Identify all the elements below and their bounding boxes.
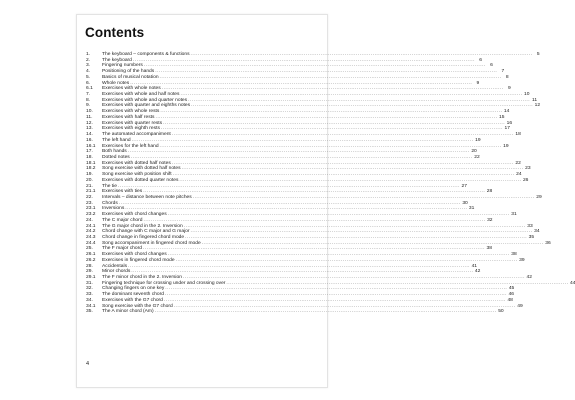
toc-entry-number: 24.4	[86, 240, 96, 246]
toc-entry-page: 41	[471, 263, 478, 269]
toc-entry-page: 35	[528, 235, 535, 240]
toc-entry-title: Exercises with whole and quarter notes	[102, 97, 188, 103]
toc-entry-number: 6.	[86, 80, 91, 86]
toc-entry-page: 20	[471, 149, 477, 155]
toc-entry-page: 30	[462, 200, 468, 206]
toc-entry-number: 26.1	[86, 252, 96, 258]
toc-entry-number: 24.3	[86, 235, 96, 240]
toc-entry-number: 29.	[86, 269, 93, 275]
toc-entry-number: 10.	[86, 109, 93, 115]
toc-entry-title: Changing fingers on one key	[102, 286, 165, 292]
toc-entry-number: 34.	[86, 297, 93, 303]
toc-entry-number: 28.	[86, 263, 93, 269]
toc-entry-page: 6	[490, 63, 493, 69]
toc-entry-page: 6	[479, 57, 482, 63]
toc-entry-number: 3.	[86, 63, 91, 69]
table-of-contents	[86, 52, 575, 315]
page-title: Contents	[85, 25, 145, 40]
toc-entry-number: 1.	[86, 52, 91, 57]
toc-entry-page: 32	[487, 217, 493, 223]
toc-entry-title: The G major chord in the 2. Inversion	[102, 223, 183, 229]
toc-entry-title: Exercises with whole notes	[102, 86, 161, 92]
toc-entry-number: 29.1	[86, 275, 96, 281]
toc-entry-page: 48	[507, 297, 513, 303]
toc-entry-title: Chord change in fingered chord mode	[102, 235, 185, 240]
toc-entry-page: 49	[517, 303, 523, 309]
toc-entry-page: 23	[525, 166, 531, 172]
toc-entry-page: 16	[506, 120, 513, 126]
toc-entry-title: Positioning of the hands	[102, 69, 155, 75]
toc-entry-page: 22	[474, 154, 480, 160]
toc-entry-number: 18.1	[86, 160, 96, 166]
toc-entry-number: 25.	[86, 246, 93, 252]
toc-entry-title: Basics of musical notation	[102, 74, 159, 80]
toc-entry	[86, 309, 504, 315]
toc-entry-title: Song exercise with position shift	[102, 172, 172, 178]
toc-entry-title: The F major chord	[102, 246, 142, 252]
toc-entry-title: Exercises with whole rests	[102, 109, 160, 115]
toc-entry-number: 24.	[86, 217, 93, 223]
toc-entry-page: 36	[545, 240, 551, 246]
toc-entry-number: 23.1	[86, 206, 96, 212]
toc-entry-title: Inversions	[102, 206, 125, 212]
toc-entry-number: 13.	[86, 126, 93, 132]
toc-entry-title: Intervals – distance between note pitches	[102, 194, 192, 200]
toc-entry-page: 42	[474, 269, 481, 275]
toc-entry-number: 21.1	[86, 189, 96, 195]
toc-entry-page: 42	[526, 275, 532, 281]
toc-entry-title: Exercises with quarter and eighths notes	[102, 103, 191, 109]
toc-entry-title: The dominant seventh chord	[102, 292, 164, 298]
toc-entry-number: 31.	[86, 280, 93, 286]
toc-entry-number: 12.	[86, 120, 93, 126]
toc-entry-number: 18.2	[86, 166, 96, 172]
toc-entry-title: Song exercise with the G7 chord	[102, 303, 173, 309]
toc-entry-title: Exercises with eighth rests	[102, 126, 160, 132]
toc-entry-page: 34	[534, 229, 540, 235]
toc-entry-title: Song accompaniment in fingered chord mode	[102, 240, 201, 246]
toc-entry-title: Fingering numbers	[102, 63, 143, 69]
toc-dot-leader	[154, 309, 498, 315]
toc-entry-page: 8	[505, 74, 509, 80]
toc-entry-number: 11.	[86, 114, 93, 120]
toc-entry-page: 44	[569, 280, 575, 286]
toc-entry-page: 28	[486, 189, 493, 195]
toc-entry-number: 34.1	[86, 303, 96, 309]
toc-entry-title: The C major chord	[102, 217, 143, 223]
document-page	[76, 14, 575, 388]
toc-entry-title: The keyboard – components & functions	[102, 52, 190, 57]
toc-entry-title: The tie	[102, 183, 117, 189]
toc-entry-page: 45	[508, 286, 515, 292]
toc-entry-title: Exercises with quarter rests	[102, 120, 163, 126]
page-number: 4	[86, 361, 90, 367]
toc-entry-title: Exercises with whole and half notes	[102, 92, 180, 98]
toc-entry-number: 24.1	[86, 223, 96, 229]
toc-entry-title: Whole notes	[102, 80, 130, 86]
toc-entry-title: Exercises with half rests	[102, 114, 155, 120]
toc-entry-title: Chords	[102, 200, 118, 206]
toc-entry-page: 5	[536, 52, 540, 57]
toc-entry-page: 24	[516, 172, 522, 178]
toc-entry-page: 19	[503, 143, 509, 149]
toc-entry-page: 12	[534, 103, 541, 109]
toc-entry-number: 33.	[86, 292, 93, 298]
toc-entry-page: 26	[522, 177, 529, 183]
toc-entry-number: 26.2	[86, 257, 96, 263]
toc-entry-title: Exercises with ties	[102, 189, 143, 195]
toc-entry-title: Both hands	[102, 149, 127, 155]
toc-entry-number: 24.2	[86, 229, 96, 235]
toc-entry-number: 9.	[86, 103, 91, 109]
toc-entry-page: 15	[499, 114, 505, 120]
toc-entry-title: Accidentals	[102, 263, 128, 269]
toc-entry-title: The keyboard	[102, 57, 132, 63]
toc-entry-title: Fingering technique for crossing under and crossing over	[102, 280, 226, 286]
toc-entry-page: 27	[461, 183, 467, 189]
toc-entry-title: Exercises with dotted quarter notes	[102, 177, 179, 183]
toc-entry-number: 4.	[86, 69, 91, 75]
toc-entry-number: 20.	[86, 177, 93, 183]
toc-entry-number: 23.2	[86, 212, 96, 218]
toc-entry-number: 2.	[86, 57, 91, 63]
toc-entry-number: 32.	[86, 286, 93, 292]
toc-entry-title: Exercises in fingered chord mode	[102, 257, 175, 263]
toc-entry-number: 19.	[86, 172, 93, 178]
toc-entry-page: 14	[503, 109, 510, 115]
toc-entry-page: 39	[519, 257, 525, 263]
toc-entry-number: 18.	[86, 154, 93, 160]
toc-entry-number: 16.1	[86, 143, 96, 149]
toc-entry-title: Exercises with dotted half notes	[102, 160, 171, 166]
toc-entry-title: Chord change with C major and G major	[102, 229, 190, 235]
toc-entry-number: 16.	[86, 137, 93, 143]
toc-entry-page: 18	[515, 132, 521, 138]
toc-entry-page: 29	[536, 194, 542, 200]
toc-entry-number: 22.	[86, 194, 93, 200]
toc-entry-page: 22	[515, 160, 521, 166]
toc-entry-title: Dotted notes	[102, 154, 130, 160]
toc-entry-page: 11	[532, 97, 538, 103]
toc-entry-title: The A minor chord (Am)	[102, 309, 154, 315]
toc-entry-page: 31	[511, 212, 517, 218]
toc-entry-number: 8.	[86, 97, 91, 103]
toc-entry-title: Exercises with chord changes	[102, 212, 167, 218]
toc-entry-number: 17.	[86, 149, 93, 155]
toc-entry-page: 38	[511, 252, 517, 258]
toc-entry-page: 9	[508, 86, 511, 92]
toc-entry-page: 7	[501, 69, 505, 75]
toc-entry-page: 31	[468, 206, 475, 212]
toc-entry-page: 50	[498, 309, 504, 315]
toc-entry-number: 23.	[86, 200, 93, 206]
toc-entry-title: Song exercise with dotted half notes	[102, 166, 181, 172]
toc-entry-page: 19	[475, 137, 481, 143]
toc-entry-page: 38	[486, 246, 492, 252]
toc-entry-number: 14.	[86, 132, 93, 138]
toc-entry-title: The automated accompaniment	[102, 132, 171, 138]
toc-entry-page: 10	[524, 92, 530, 98]
toc-entry-title: The left hand	[102, 137, 131, 143]
toc-entry-page: 9	[476, 80, 480, 86]
toc-entry-number: 5.	[86, 74, 91, 80]
toc-entry-number: 6.1	[86, 86, 93, 92]
toc-entry-number: 7.	[86, 92, 91, 98]
toc-entry-title: The F minor chord in the 2. Inversion	[102, 275, 182, 281]
toc-entry-page: 46	[508, 292, 515, 298]
toc-entry-page: 17	[504, 126, 510, 132]
toc-entry-title: Exercises with chord changes	[102, 252, 167, 258]
toc-entry-title: Exercises with the G7 chord	[102, 297, 163, 303]
toc-entry-number: 35.	[86, 309, 93, 315]
toc-entry-page: 33	[527, 223, 533, 229]
toc-entry-title: Minor chords	[102, 269, 131, 275]
toc-entry-number: 21.	[86, 183, 93, 189]
toc-entry-title: Exercises for the left hand	[102, 143, 159, 149]
